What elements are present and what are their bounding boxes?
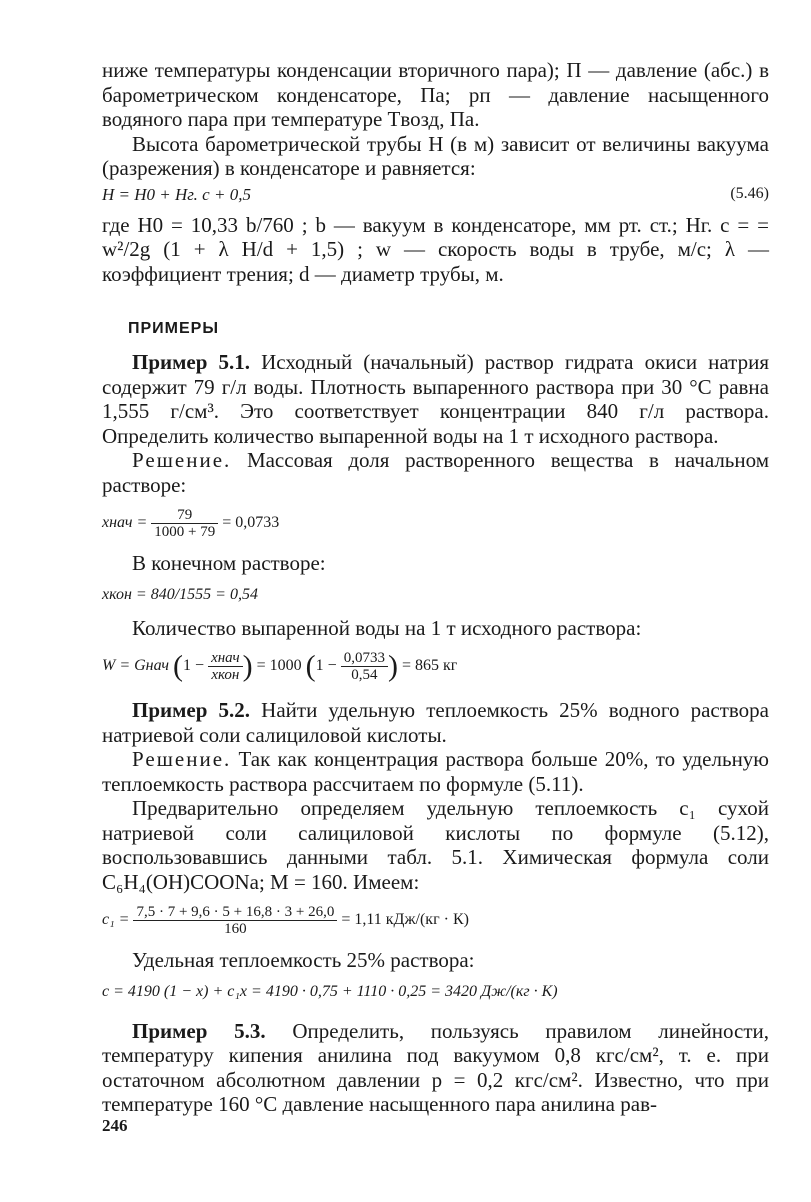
example-2-statement (102, 698, 769, 747)
example-2-solution (102, 747, 769, 796)
formula-water-fraction-1-denominator: xкон (211, 666, 240, 683)
formula-water-fraction-2-numerator: 0,0733 (341, 650, 388, 667)
paragraph-final-solution: В конечном растворе: (132, 551, 326, 575)
formula-c1-result: = 1,11 кДж/(кг · К) (341, 911, 469, 928)
formula-water-paren2-close: ) (387, 649, 398, 683)
paragraph-where: где H0 = 10,33 b/760 ; b — вакуум в конденсаторе, мм рт. ст.; Hг. с = = w²/2g (1 + λ H/d + 1,5) ; w — скорость воды в трубе, м/с; λ — коэффициент трения; d — диаметр трубы, м. (102, 212, 769, 286)
formula-water-fraction-1-numerator: xнач (208, 650, 243, 667)
example-2-solution-text: Так как концентрация раствора больше 20%, то удельную теплоемкость раствора рассчитаем по формуле (5.11). (102, 747, 769, 796)
example-1-solution-label: Решение. (132, 448, 232, 472)
example-3-text: Определить, пользуясь правилом линейности, температуру кипения анилина под вакуумом 0,8 кгс/см², т. е. при остаточном абсолютном давлении p = 0,2 кгс/см². Известно, что при температуре 160 °С давление насыщенного пара анилина рав- (102, 1018, 770, 1116)
formula-x-initial-fraction (151, 507, 218, 540)
formula-c1 (102, 898, 769, 942)
formula-water: W = Gнач (1 − $\frac{\text{xнач}}{\text{xкон}}$ ) = 1000 (1 − $\frac{0,0733}{0,54}$ ) = 865 кг (102, 649, 458, 683)
paragraph-specific-heat: Удельная теплоемкость 25% раствора: (132, 948, 475, 972)
formula-water-fraction-1 (208, 650, 243, 683)
example-1-title: Пример 5.1. (132, 350, 251, 374)
formula-c1-denominator: 160 (224, 920, 247, 937)
page-number: 246 (102, 1116, 128, 1135)
formula-water-fraction-2-denominator: 0,54 (351, 666, 378, 683)
equation-5-46-body: H = H0 + Hг. с + 0,5 (102, 184, 251, 204)
example-2-title: Пример 5.2. (132, 698, 251, 722)
formula-x-initial-numerator: 79 (151, 507, 218, 524)
example-1-statement (102, 350, 769, 448)
example-1-text: Исходный (начальный) раствор гидрата окиси натрия содержит 79 г/л воды. Плотность выпаренного раствора при 30 °С равна 1,555 г/см³. Это соответствует концентрации 840 г/л раствора. Определить количество выпаренной воды на 1 т исходного раствора. (102, 350, 770, 448)
example-2-solution-label: Решение. (132, 747, 232, 771)
equation-5-46 (102, 183, 769, 211)
formula-x-initial-result: = 0,0733 (222, 514, 280, 531)
formula-x-initial-lhs: xнач = (102, 514, 148, 531)
example-1-solution-text: Массовая доля растворенного вещества в начальном растворе: (102, 448, 770, 497)
example-1-solution (102, 448, 769, 497)
formula-c: c = 4190 (1 − x) + c₁x = 4190 · 0,75 + 1110 · 0,25 = 3420 Дж/(кг · К) (102, 982, 558, 1000)
formula-x-initial-denominator: 1000 + 79 (154, 523, 216, 540)
formula-water-result: = 865 кг (401, 657, 458, 674)
formula-c1-lhs: c₁ = (102, 911, 130, 928)
formula-water-paren2-open: ( (305, 649, 316, 683)
formula-x-final: xкон = 840/1555 = 0,54 (102, 585, 258, 603)
example-3-statement (102, 1019, 769, 1117)
formula-c1-numerator: 7,5 · 7 + 9,6 · 5 + 16,8 · 3 + 26,0 (133, 904, 337, 921)
formula-water-paren-close: ) (242, 649, 253, 683)
section-heading: ПРИМЕРЫ (128, 320, 220, 337)
paragraph-intro: ниже температуры конденсации вторичного пара); П — давление (абс.) в барометрическом конденсаторе, Па; pп — давление насыщенного водяного пара при температуре Tвозд, Па. (102, 58, 769, 131)
paragraph-evaporated-water: Количество выпаренной воды на 1 т исходного раствора: (132, 615, 642, 640)
formula-water-part-a: W = Gнач (102, 657, 170, 674)
page-body (102, 58, 769, 1117)
formula-water-part-b: = 1000 (256, 657, 302, 674)
example-3-title: Пример 5.3. (132, 1018, 266, 1043)
formula-c1-fraction (133, 904, 337, 937)
formula-x-initial (102, 501, 769, 545)
equation-5-46-number: (5.46) (730, 184, 769, 202)
paragraph-height: Высота барометрической трубы H (в м) зависит от величины вакуума (разрежения) в конденсаторе и равняется: (102, 131, 769, 180)
example-2-text: Найти удельную теплоемкость 25% водного раствора натриевой соли салициловой кислоты. (102, 698, 769, 747)
paragraph-preliminary: Предварительно определяем удельную теплоемкость c₁ сухой натриевой соли салициловой кислоты по формуле (5.12), воспользовавшись данными табл. 5.1. Химическая формула соли C₆H₄(OH)COONa; M = 160. Имеем: (102, 796, 769, 894)
formula-water-paren-open: ( (173, 649, 184, 683)
formula-water-fraction-2 (341, 650, 388, 683)
